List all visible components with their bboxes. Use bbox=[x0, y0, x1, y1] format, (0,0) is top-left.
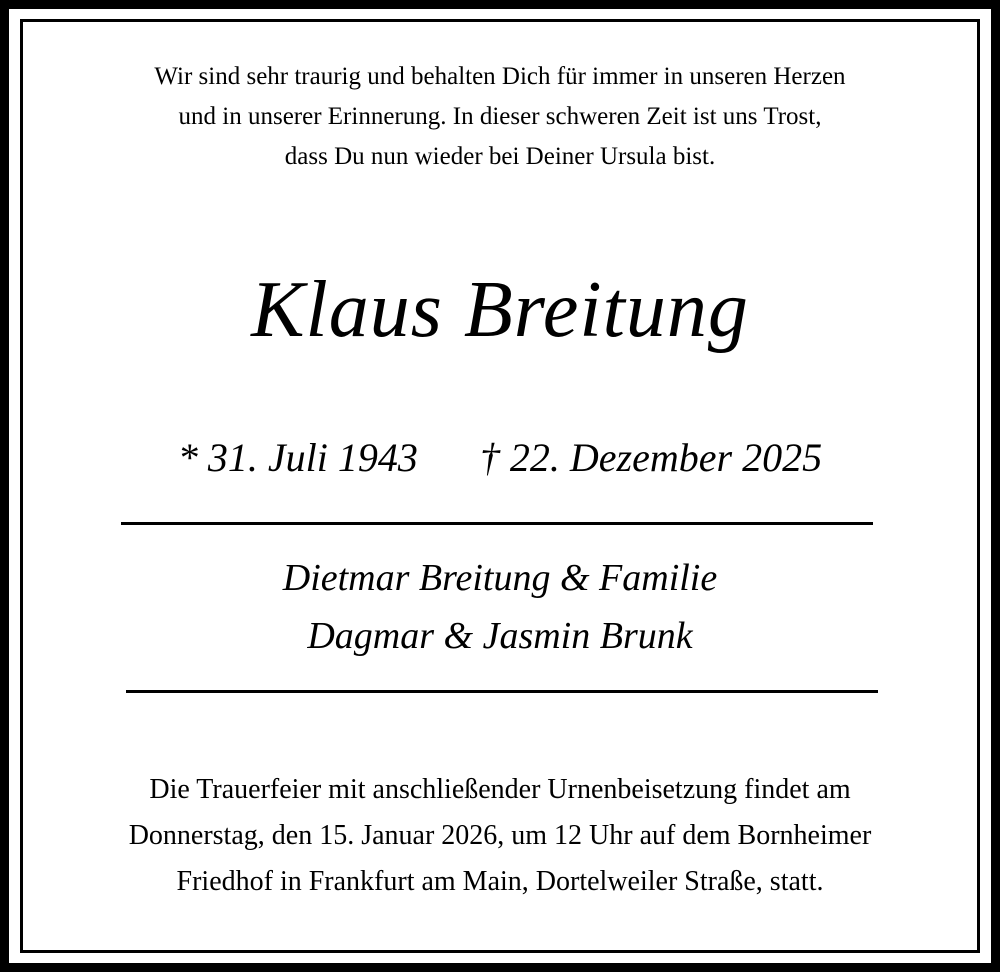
divider-top bbox=[121, 522, 873, 525]
intro-line-1: Wir sind sehr traurig und behalten Dich für immer in unseren Herzen bbox=[154, 63, 846, 90]
funeral-info bbox=[0, 767, 1000, 905]
mourner-line-2: Dagmar & Jasmin Brunk bbox=[307, 615, 693, 657]
mourners-list bbox=[0, 549, 1000, 665]
deceased-name: Klaus Breitung bbox=[251, 266, 749, 354]
birth-date: * 31. Juli 1943 bbox=[177, 435, 418, 480]
intro-text bbox=[0, 57, 1000, 177]
funeral-line-2: Donnerstag, den 15. Januar 2026, um 12 Uhr auf dem Bornheimer bbox=[128, 820, 872, 851]
divider-bottom bbox=[126, 690, 878, 693]
mourner-line-1: Dietmar Breitung & Familie bbox=[282, 557, 718, 599]
funeral-line-1: Die Trauerfeier mit anschließender Urnenbeisetzung findet am bbox=[149, 774, 851, 805]
death-date: † 22. Dezember 2025 bbox=[479, 435, 823, 480]
intro-line-3: dass Du nun wieder bei Deiner Ursula bist. bbox=[284, 143, 716, 170]
life-dates bbox=[0, 430, 1000, 486]
intro-line-2: und in unserer Erinnerung. In dieser schweren Zeit ist uns Trost, bbox=[178, 103, 822, 130]
funeral-line-3: Friedhof in Frankfurt am Main, Dortelweiler Straße, statt. bbox=[176, 866, 824, 897]
